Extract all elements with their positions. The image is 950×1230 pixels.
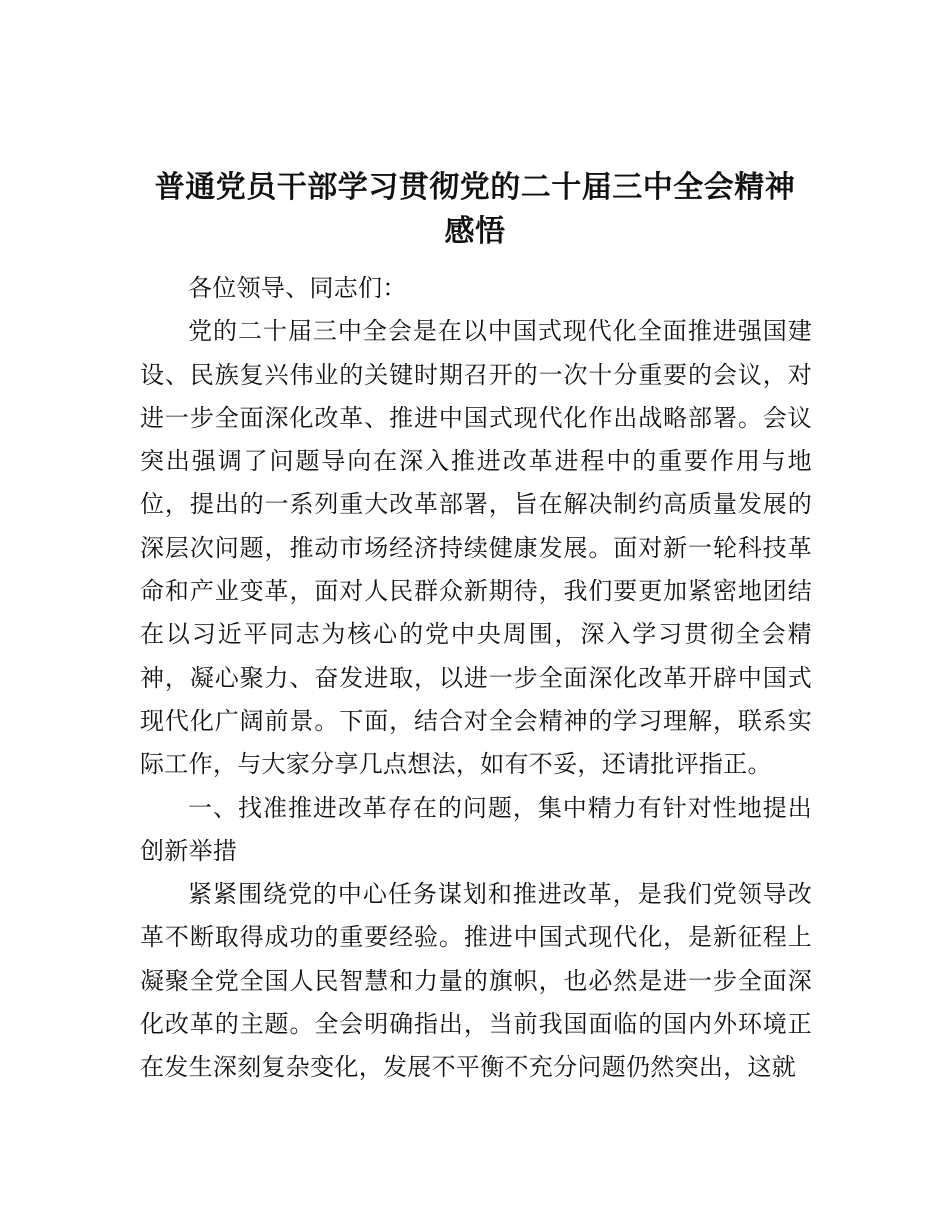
salutation: 各位领导、同志们： [188, 274, 407, 302]
paragraph-section-1: 紧紧围绕党的中心任务谋划和推进改革，是我们党领导改革不断取得成功的重要经验。推进中国式现代化，是新征程上凝聚全党全国人民智慧和力量的旗帜，也必然是进一步全面深化改革的主题。全会明确指出，当前我国面临的国内外环境正在发生深刻复杂变化，发展不平衡不充分问题仍然突出，这就 [140, 880, 812, 1082]
document-body [140, 267, 812, 1090]
document-title: 普通党员干部学习贯彻党的二十届三中全会精神感悟 [154, 170, 796, 249]
section-heading-1: 一、找准推进改革存在的问题，集中精力有针对性地提出创新举措 [140, 793, 812, 865]
paragraph-intro: 党的二十届三中全会是在以中国式现代化全面推进强国建设、民族复兴伟业的关键时期召开的一次十分重要的会议，对进一步全面深化改革、推进中国式现代化作出战略部署。会议突出强调了问题导向在深入推进改革进程中的重要作用与地位，提出的一系列重大改革部署，旨在解决制约高质量发展的深层次问题，推动市场经济持续健康发展。面对新一轮科技革命和产业变革，面对人民群众新期待，我们要更加紧密地团结在以习近平同志为核心的党中央周围，深入学习贯彻全会精神，凝心聚力、奋发进取，以进一步全面深化改革开辟中国式现代化广阔前景。下面，结合对全会精神的学习理解，联系实际工作，与大家分享几点想法，如有不妥，还请批评指正。 [140, 317, 812, 779]
